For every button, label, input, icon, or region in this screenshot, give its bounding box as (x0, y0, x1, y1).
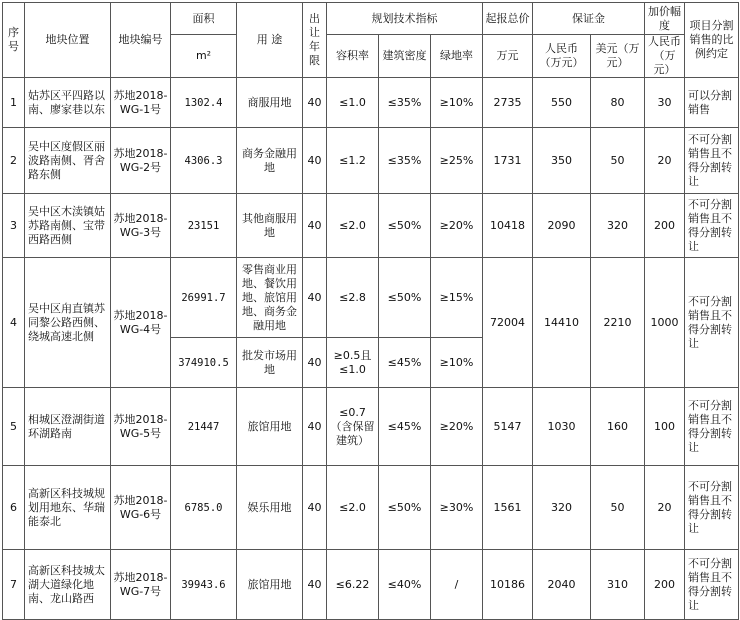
table-row (3, 550, 739, 620)
cell-price: 10186 (483, 550, 533, 620)
cell-rmb: 2090 (533, 194, 591, 258)
cell-green: ≥30% (431, 466, 483, 550)
header-increment: 加价幅度 (645, 3, 685, 35)
cell-area: 1302.4 (171, 78, 237, 128)
cell-far: ≤1.0 (327, 78, 379, 128)
cell-far: ≤2.0 (327, 466, 379, 550)
cell-price: 1731 (483, 128, 533, 194)
cell-green: ≥15% (431, 258, 483, 338)
header-term: 出让年限 (303, 3, 327, 78)
cell-area: 6785.0 (171, 466, 237, 550)
table-row (3, 466, 739, 550)
cell-density: ≤35% (379, 128, 431, 194)
table-row (3, 258, 739, 338)
cell-term: 40 (303, 466, 327, 550)
header-rmb: 人民币（万元） (533, 35, 591, 78)
cell-area: 21447 (171, 388, 237, 466)
cell-density: ≤45% (379, 388, 431, 466)
cell-area: 26991.7 (171, 258, 237, 338)
header-green: 绿地率 (431, 35, 483, 78)
header-note: 项目分割销售的比例约定 (685, 3, 739, 78)
cell-density: ≤45% (379, 338, 431, 388)
cell-seq: 2 (3, 128, 25, 194)
cell-usd: 50 (591, 466, 645, 550)
header-area: 面积 (171, 3, 237, 35)
header-usd: 美元（万元） (591, 35, 645, 78)
cell-rmb: 550 (533, 78, 591, 128)
cell-increment: 20 (645, 128, 685, 194)
cell-density: ≤50% (379, 194, 431, 258)
cell-location: 吴中区甪直镇苏同黎公路西侧、绕城高速北侧 (25, 258, 111, 388)
cell-increment: 100 (645, 388, 685, 466)
cell-seq: 3 (3, 194, 25, 258)
header-inc-unit: 人民币（万元） (645, 35, 685, 78)
cell-code: 苏地2018-WG-6号 (111, 466, 171, 550)
cell-use: 娱乐用地 (237, 466, 303, 550)
cell-location: 高新区科技城太湖大道绿化地南、龙山路西 (25, 550, 111, 620)
cell-green: ≥20% (431, 388, 483, 466)
cell-increment: 200 (645, 550, 685, 620)
cell-term: 40 (303, 550, 327, 620)
header-start-price: 起报总价 (483, 3, 533, 35)
cell-far: ≤0.7（含保留建筑） (327, 388, 379, 466)
cell-term: 40 (303, 78, 327, 128)
cell-increment: 1000 (645, 258, 685, 388)
cell-seq: 7 (3, 550, 25, 620)
cell-usd: 2210 (591, 258, 645, 388)
cell-location: 相城区澄湖街道环湖路南 (25, 388, 111, 466)
cell-note: 不可分割销售且不得分割转让 (685, 128, 739, 194)
cell-price: 1561 (483, 466, 533, 550)
table-row (3, 78, 739, 128)
cell-use: 零售商业用地、餐饮用地、旅馆用地、商务金融用地 (237, 258, 303, 338)
cell-code: 苏地2018-WG-4号 (111, 258, 171, 388)
header-deposit: 保证金 (533, 3, 645, 35)
cell-far: ≥0.5且≤1.0 (327, 338, 379, 388)
cell-increment: 30 (645, 78, 685, 128)
header-use: 用 途 (237, 3, 303, 78)
cell-seq: 4 (3, 258, 25, 388)
header-location: 地块位置 (25, 3, 111, 78)
header-planning: 规划技术指标 (327, 3, 483, 35)
table-row (3, 194, 739, 258)
cell-area: 374910.5 (171, 338, 237, 388)
cell-usd: 80 (591, 78, 645, 128)
cell-code: 苏地2018-WG-3号 (111, 194, 171, 258)
cell-use: 商服用地 (237, 78, 303, 128)
cell-code: 苏地2018-WG-2号 (111, 128, 171, 194)
cell-seq: 6 (3, 466, 25, 550)
cell-green: ≥10% (431, 78, 483, 128)
cell-price: 2735 (483, 78, 533, 128)
cell-usd: 320 (591, 194, 645, 258)
cell-density: ≤50% (379, 258, 431, 338)
cell-code: 苏地2018-WG-5号 (111, 388, 171, 466)
cell-rmb: 350 (533, 128, 591, 194)
cell-density: ≤35% (379, 78, 431, 128)
cell-code: 苏地2018-WG-1号 (111, 78, 171, 128)
header-start-unit: 万元 (483, 35, 533, 78)
cell-rmb: 320 (533, 466, 591, 550)
cell-far: ≤1.2 (327, 128, 379, 194)
cell-density: ≤40% (379, 550, 431, 620)
cell-price: 10418 (483, 194, 533, 258)
cell-density: ≤50% (379, 466, 431, 550)
cell-use: 旅馆用地 (237, 388, 303, 466)
cell-green: ≥25% (431, 128, 483, 194)
cell-green: ≥20% (431, 194, 483, 258)
header-seq: 序号 (3, 3, 25, 78)
cell-note: 不可分割销售且不得分割转让 (685, 388, 739, 466)
cell-use: 商务金融用地 (237, 128, 303, 194)
cell-area: 4306.3 (171, 128, 237, 194)
cell-use: 批发市场用地 (237, 338, 303, 388)
cell-rmb: 2040 (533, 550, 591, 620)
cell-location: 吴中区木渎镇姑苏路南侧、宝带西路西侧 (25, 194, 111, 258)
header-density: 建筑密度 (379, 35, 431, 78)
cell-seq: 1 (3, 78, 25, 128)
cell-location: 吴中区度假区丽波路南侧、胥舍路东侧 (25, 128, 111, 194)
cell-note: 不可分割销售且不得分割转让 (685, 258, 739, 388)
header-row-1 (3, 3, 739, 35)
cell-green: / (431, 550, 483, 620)
cell-use: 其他商服用地 (237, 194, 303, 258)
cell-increment: 200 (645, 194, 685, 258)
header-area-unit: m² (171, 35, 237, 78)
cell-term: 40 (303, 258, 327, 338)
cell-far: ≤2.0 (327, 194, 379, 258)
cell-note: 不可分割销售且不得分割转让 (685, 194, 739, 258)
cell-note: 可以分割销售 (685, 78, 739, 128)
cell-green: ≥10% (431, 338, 483, 388)
cell-price: 72004 (483, 258, 533, 388)
cell-far: ≤6.22 (327, 550, 379, 620)
cell-note: 不可分割销售且不得分割转让 (685, 466, 739, 550)
cell-term: 40 (303, 388, 327, 466)
cell-rmb: 1030 (533, 388, 591, 466)
cell-note: 不可分割销售且不得分割转让 (685, 550, 739, 620)
land-parcel-table (2, 2, 739, 620)
cell-seq: 5 (3, 388, 25, 466)
cell-usd: 310 (591, 550, 645, 620)
cell-far: ≤2.8 (327, 258, 379, 338)
cell-code: 苏地2018-WG-7号 (111, 550, 171, 620)
cell-location: 高新区科技城规划用地东、华瑞能泰北 (25, 466, 111, 550)
cell-rmb: 14410 (533, 258, 591, 388)
table-row (3, 388, 739, 466)
cell-term: 40 (303, 128, 327, 194)
header-far: 容积率 (327, 35, 379, 78)
cell-increment: 20 (645, 466, 685, 550)
cell-location: 姑苏区平四路以南、廖家巷以东 (25, 78, 111, 128)
cell-area: 39943.6 (171, 550, 237, 620)
cell-area: 23151 (171, 194, 237, 258)
cell-use: 旅馆用地 (237, 550, 303, 620)
cell-price: 5147 (483, 388, 533, 466)
cell-usd: 160 (591, 388, 645, 466)
cell-term: 40 (303, 338, 327, 388)
header-code: 地块编号 (111, 3, 171, 78)
table-row (3, 128, 739, 194)
cell-term: 40 (303, 194, 327, 258)
cell-usd: 50 (591, 128, 645, 194)
